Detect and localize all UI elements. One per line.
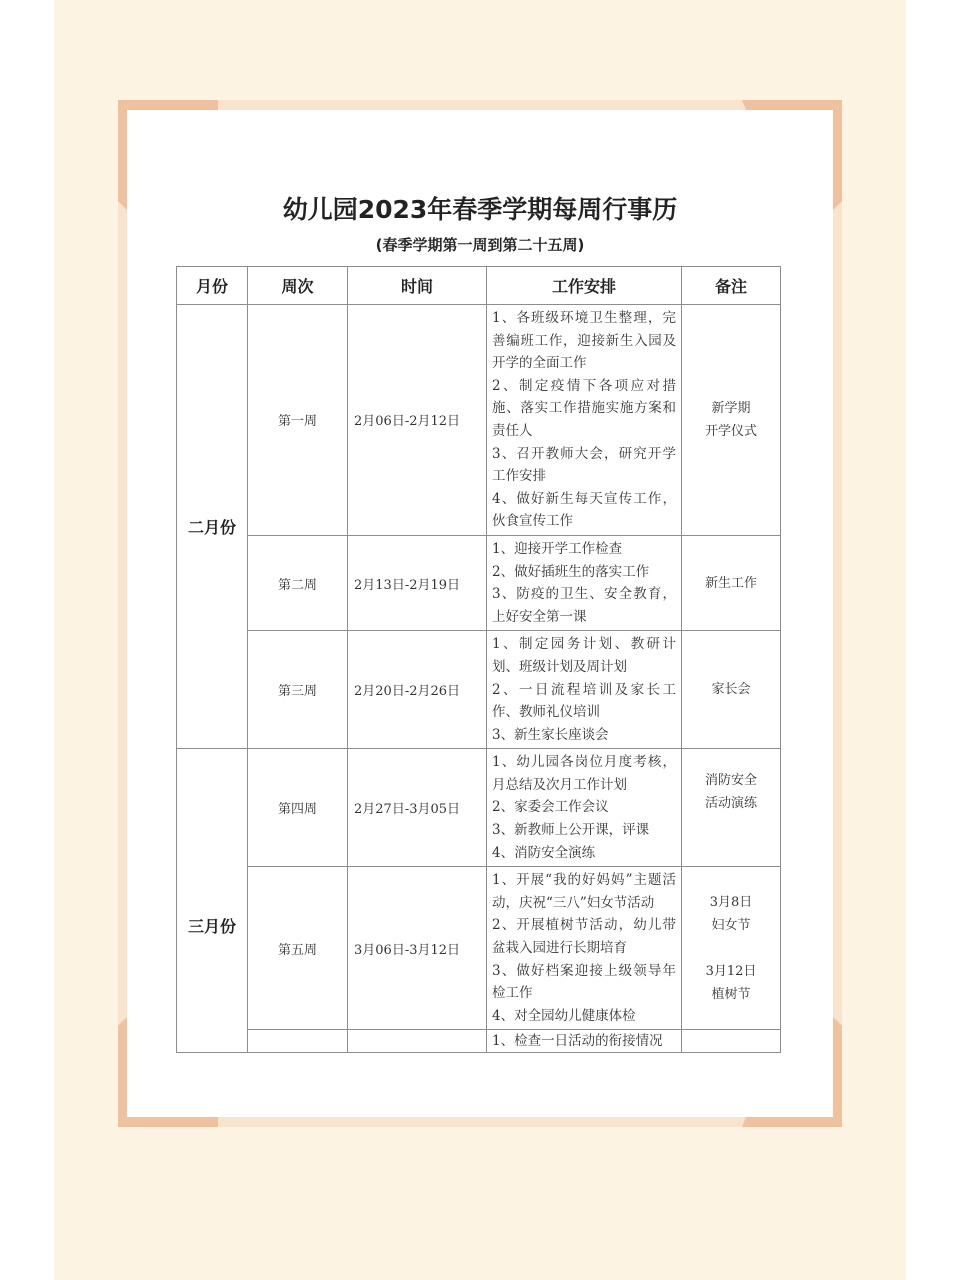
note-line: 妇女节	[711, 917, 751, 933]
frame-corner-top-left	[118, 100, 127, 210]
tasks-cell	[487, 631, 682, 749]
task-item: 4、做好新生每天宣传工作，伙食宣传工作	[492, 490, 676, 530]
notes-cell	[682, 1030, 781, 1053]
document-title: 幼儿园2023年春季学期每周行事历	[282, 195, 678, 224]
dates-cell: 2月20日-2月26日	[348, 631, 487, 749]
task-item: 1、检查一日活动的衔接情况	[492, 1033, 663, 1050]
frame-corner-bottom-left	[118, 1017, 127, 1127]
task-item: 1、制定园务计划、教研计划、班级计划及周计划	[492, 636, 676, 675]
task-item: 2、做好插班生的落实工作	[492, 563, 650, 580]
task-item: 2、开展植树节活动，幼儿带盆栽入园进行长期培育	[492, 917, 676, 957]
dates-cell: 2月06日-2月12日	[348, 305, 487, 536]
week-cell: 第一周	[248, 305, 348, 536]
tasks-cell	[487, 535, 682, 630]
tasks-cell	[487, 305, 682, 536]
month-cell: 三月份	[177, 749, 248, 1053]
task-item: 4、对全园幼儿健康体检	[492, 1007, 636, 1024]
note-line: 开学仪式	[704, 423, 757, 439]
table-row	[177, 631, 781, 749]
dates-cell: 3月06日-3月12日	[348, 867, 487, 1030]
task-item: 3、做好档案迎接上级领导年检工作	[492, 962, 676, 1002]
task-item: 3、新生家长座谈会	[492, 726, 609, 743]
week-cell: 第二周	[248, 535, 348, 630]
table-header-row	[177, 267, 781, 305]
note-line: 消防安全	[704, 773, 757, 789]
header-notes: 备注	[682, 267, 781, 305]
frame-corner-bottom-right	[742, 1117, 842, 1127]
dates-cell: 2月13日-2月19日	[348, 535, 487, 630]
dates-cell: 2月27日-3月05日	[348, 749, 487, 867]
week-cell	[248, 1030, 348, 1053]
note-line: 新学期	[711, 400, 751, 416]
notes-cell	[682, 305, 781, 536]
frame-corner-top-right	[833, 100, 842, 210]
tasks-cell	[487, 867, 682, 1030]
task-item: 1、开展“我的好妈妈”主题活动，庆祝“三八”妇女节活动	[492, 872, 676, 911]
table-row	[177, 867, 781, 1030]
frame-corner-top-right	[742, 100, 842, 110]
document-subtitle: (春季学期第一周到第二十五周)	[375, 236, 585, 254]
task-item: 4、消防安全演练	[492, 844, 596, 861]
frame-corner-top-left	[118, 100, 218, 110]
note-line: 活动演练	[704, 796, 757, 812]
task-item: 1、各班级环境卫生整理，完善编班工作，迎接新生入园及开学的全面工作	[492, 310, 676, 372]
task-item: 1、迎接开学工作检查	[492, 540, 623, 557]
weekly-calendar-table	[176, 266, 781, 1053]
note-spacer	[682, 937, 780, 960]
task-item: 2、家委会工作会议	[492, 799, 609, 816]
table-row	[177, 749, 781, 867]
dates-cell	[348, 1030, 487, 1053]
tasks-cell	[487, 1030, 682, 1053]
notes-cell	[682, 631, 781, 749]
table-row	[177, 1030, 781, 1053]
task-item: 2、制定疫情下各项应对措施、落实工作措施实施方案和责任人	[492, 377, 676, 439]
table-row	[177, 535, 781, 630]
task-item: 3、召开教师大会，研究开学工作安排	[492, 445, 676, 485]
notes-cell	[682, 867, 781, 1030]
month-cell: 二月份	[177, 305, 248, 749]
notes-cell	[682, 749, 781, 867]
frame-corner-bottom-left	[118, 1117, 218, 1127]
week-cell: 第五周	[248, 867, 348, 1030]
task-item: 1、幼儿园各岗位月度考核，月总结及次月工作计划	[492, 754, 676, 793]
task-item: 3、新教师上公开课，评课	[492, 822, 650, 839]
table-row	[177, 305, 781, 536]
note-line: 家长会	[711, 682, 751, 698]
frame-corner-bottom-right	[833, 1017, 842, 1127]
notes-cell	[682, 535, 781, 630]
header-week: 周次	[248, 267, 348, 305]
note-line: 3月8日	[709, 894, 753, 910]
header-month: 月份	[177, 267, 248, 305]
note-line: 植树节	[711, 986, 751, 1002]
header-time: 时间	[348, 267, 487, 305]
note-line: 3月12日	[705, 963, 757, 979]
task-item: 3、防疫的卫生、安全教育，上好安全第一课	[492, 586, 676, 625]
note-line: 新生工作	[704, 575, 757, 591]
task-item: 2、一日流程培训及家长工作、教师礼仪培训	[492, 681, 676, 721]
week-cell: 第四周	[248, 749, 348, 867]
tasks-cell	[487, 749, 682, 867]
header-tasks: 工作安排	[487, 267, 682, 305]
week-cell: 第三周	[248, 631, 348, 749]
